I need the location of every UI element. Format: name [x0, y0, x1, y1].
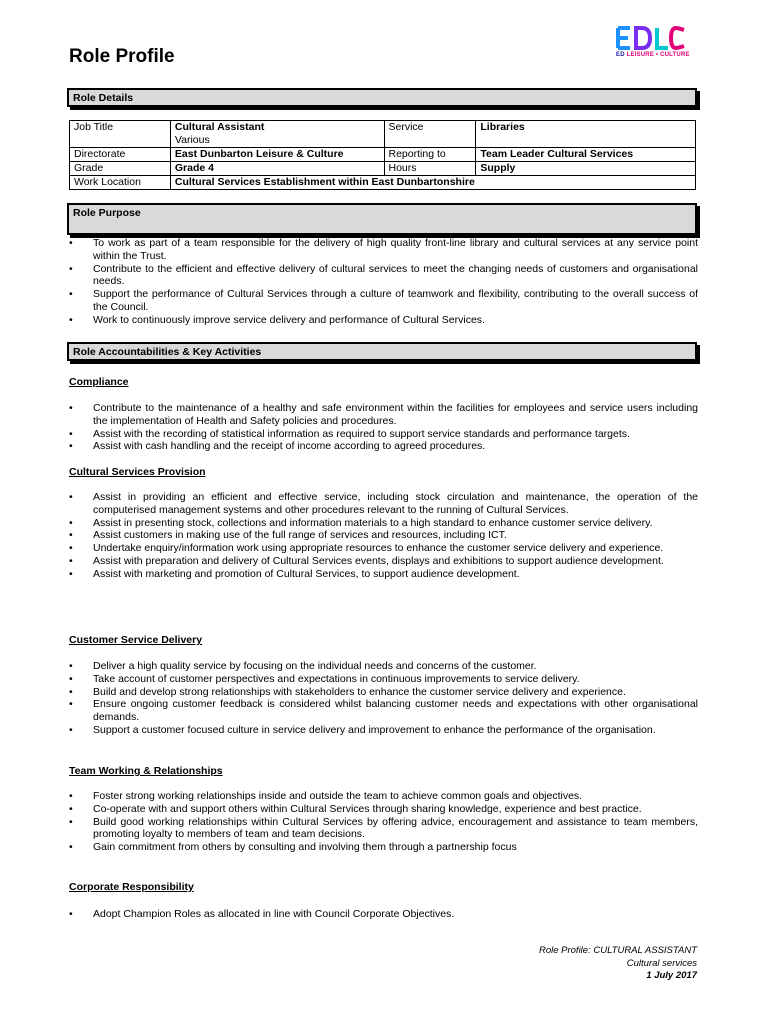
table-row — [70, 148, 696, 162]
logo-subtitle — [616, 52, 688, 58]
footer-role: Role Profile: CULTURAL ASSISTANT — [538, 945, 697, 956]
list-item: • Contribute to the efficient and effective delivery of cultural services to meet the changing needs of customers and organisational needs. — [69, 263, 698, 289]
list-item: • Assist with cash handling and the receipt of income according to agreed procedures. — [69, 440, 698, 453]
list-item: • Assist with marketing and promotion of Cultural Services, to support audience development. — [69, 568, 698, 581]
provision-heading: Cultural Services Provision — [69, 466, 206, 478]
cell-label: Reporting to — [384, 148, 476, 162]
cell-value: East Dunbarton Leisure & Culture — [170, 148, 384, 162]
list-item: • Build good working relationships within Cultural Services by offering advice, encouragement and assistance to team members, promoting loyalty to members of team and team decisions. — [69, 816, 698, 842]
role-details-table — [69, 120, 696, 190]
cell-label: Job Title — [70, 121, 171, 148]
list-item: • Assist with preparation and delivery of Cultural Services events, displays and exhibitions to support audience development. — [69, 555, 698, 568]
logo-sub-rest: LEISURE • CULTURE — [626, 52, 690, 58]
role-purpose-heading: Role Purpose — [73, 207, 141, 219]
footer-service: Cultural services — [626, 957, 697, 969]
cell-value: Supply — [476, 162, 696, 176]
list-item: • Contribute to the maintenance of a healthy and safe environment within the facilities for employees and service users including the implementation of Health and Safety policies and procedures. — [69, 402, 698, 428]
logo-mark-graphic — [616, 26, 686, 50]
list-item: • Foster strong working relationships inside and outside the team to achieve common goals and objectives. — [69, 790, 698, 803]
page-title: Role Profile — [69, 46, 175, 67]
edlc-logo — [616, 26, 688, 66]
list-item: • Support the performance of Cultural Services through a culture of teamwork and flexibility, contributing to the overall success of the Council. — [69, 288, 698, 314]
role-purpose-bar — [67, 203, 697, 235]
list-item: • Ensure ongoing customer feedback is considered whilst balancing customer needs and expectations with other organisational demands. — [69, 698, 698, 724]
corporate-list — [69, 908, 698, 921]
cell-value: Cultural Services Establishment within East Dunbartonshire — [170, 176, 695, 190]
list-item: • Assist in providing an efficient and effective service, including stock circulation and maintenance, the operation of the computerised management systems and other procedures relevant to the running of Cultural Services. — [69, 491, 698, 517]
logo-mark — [616, 26, 688, 50]
customer-list — [69, 660, 698, 737]
role-details-heading: Role Details — [73, 92, 134, 104]
compliance-heading: Compliance — [69, 376, 129, 388]
cell-value: Grade 4 — [170, 162, 384, 176]
table-row — [70, 162, 696, 176]
list-item: • Build and develop strong relationships with stakeholders to enhance the customer service delivery and experience. — [69, 686, 698, 699]
cell-value — [170, 121, 384, 148]
list-item: • Take account of customer perspectives and expectations in continuous improvements to service delivery. — [69, 673, 698, 686]
logo-sub-ed: ED — [616, 52, 625, 58]
job-title-sub: Various — [174, 134, 210, 146]
accountabilities-bar — [67, 342, 697, 361]
team-list — [69, 790, 698, 854]
list-item: • Assist customers in making use of the full range of services and resources, including ICT. — [69, 529, 698, 542]
cell-label: Grade — [70, 162, 171, 176]
cell-label: Hours — [384, 162, 476, 176]
accountabilities-heading: Role Accountabilities & Key Activities — [73, 346, 262, 358]
team-heading: Team Working & Relationships — [69, 765, 223, 777]
cell-value: Libraries — [476, 121, 696, 148]
list-item: • Co-operate with and support others within Cultural Services through sharing knowledge, experience and best practice. — [69, 803, 698, 816]
list-item: • Assist in presenting stock, collections and information materials to a high standard to enhance customer service delivery. — [69, 517, 698, 530]
customer-heading: Customer Service Delivery — [69, 634, 203, 646]
page-footer — [539, 945, 697, 983]
provision-list — [69, 491, 698, 581]
list-item: • Deliver a high quality service by focusing on the individual needs and concerns of the customer. — [69, 660, 698, 673]
role-purpose-list — [69, 237, 698, 327]
cell-label: Work Location — [70, 176, 171, 190]
role-details-bar — [67, 88, 697, 107]
list-item: • Adopt Champion Roles as allocated in line with Council Corporate Objectives. — [69, 908, 698, 921]
footer-date: 1 July 2017 — [646, 970, 697, 981]
list-item: • Work to continuously improve service delivery and performance of Cultural Services. — [69, 314, 698, 327]
table-row — [70, 176, 696, 190]
cell-label: Service — [384, 121, 476, 148]
list-item: • Gain commitment from others by consulting and involving them through a partnership focus — [69, 841, 698, 854]
list-item: • Undertake enquiry/information work using appropriate resources to enhance the customer service delivery and experience. — [69, 542, 698, 555]
table-row — [70, 121, 696, 148]
cell-value: Team Leader Cultural Services — [476, 148, 696, 162]
list-item: • Support a customer focused culture in service delivery and improvement to enhance the performance of the organisation. — [69, 724, 698, 737]
list-item: • Assist with the recording of statistical information as required to support service standards and performance targets. — [69, 428, 698, 441]
corporate-heading: Corporate Responsibility — [69, 881, 194, 893]
compliance-list — [69, 402, 698, 453]
cell-label: Directorate — [70, 148, 171, 162]
list-item: • To work as part of a team responsible for the delivery of high quality front-line library and cultural services at any service point within the Trust. — [69, 237, 698, 263]
job-title-value: Cultural Assistant — [174, 121, 265, 133]
